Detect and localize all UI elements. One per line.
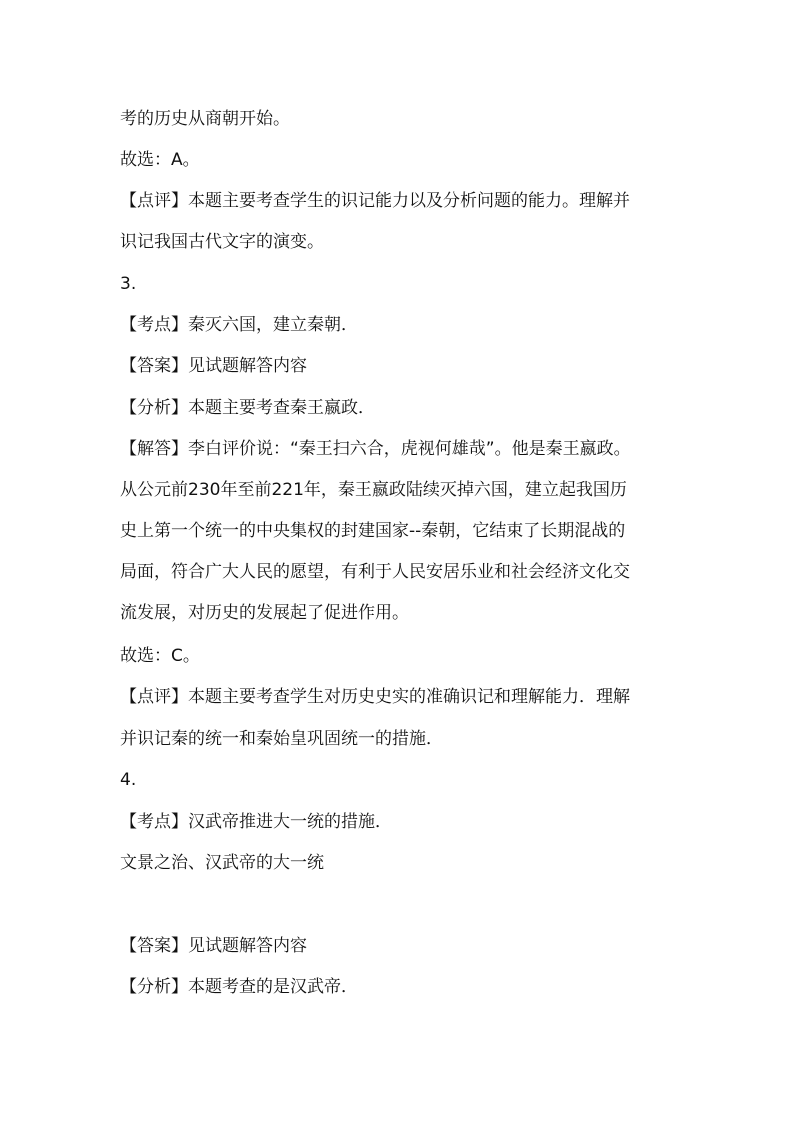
text-line: 史上第一个统一的中央集权的封建国家--秦朝，它结束了长期混战的: [120, 521, 626, 541]
text-line: 文景之治、汉武帝的大一统: [120, 853, 324, 873]
text-line: 并识记秦的统一和秦始皇巩固统一的措施．: [120, 729, 443, 749]
text-line: 识记我国古代文字的演变。: [120, 232, 324, 252]
text-line: 【答案】见试题解答内容: [120, 936, 307, 956]
text-line: 【考点】秦灭六国，建立秦朝．: [120, 315, 358, 335]
text-line: 【考点】汉武帝推进大一统的措施．: [120, 812, 392, 832]
question-number: 4.: [120, 770, 137, 790]
text-line: 局面，符合广大人民的愿望，有利于人民安居乐业和社会经济文化交: [120, 562, 630, 582]
text-line: 流发展，对历史的发展起了促进作用。: [120, 603, 409, 623]
text-line: 【点评】本题主要考查学生对历史史实的准确识记和理解能力．理解: [120, 687, 630, 707]
text-line: 故选：A。: [120, 150, 200, 170]
text-line: 【解答】李白评价说：“秦王扫六合，虎视何雄哉”。他是秦王嬴政。: [120, 439, 631, 459]
question-number: 3.: [120, 274, 137, 294]
text-line: 故选：C。: [120, 646, 200, 666]
text-line: 【分析】本题主要考查秦王嬴政．: [120, 398, 375, 418]
text-line: 从公元前230年至前221年，秦王嬴政陆续灭掉六国，建立起我国历: [120, 480, 627, 500]
text-line: 【答案】见试题解答内容: [120, 356, 307, 376]
text-line: 【点评】本题主要考查学生的识记能力以及分析问题的能力。理解并: [120, 191, 630, 211]
text-line: 【分析】本题考查的是汉武帝．: [120, 977, 358, 997]
text-line: 考的历史从商朝开始。: [120, 109, 290, 129]
